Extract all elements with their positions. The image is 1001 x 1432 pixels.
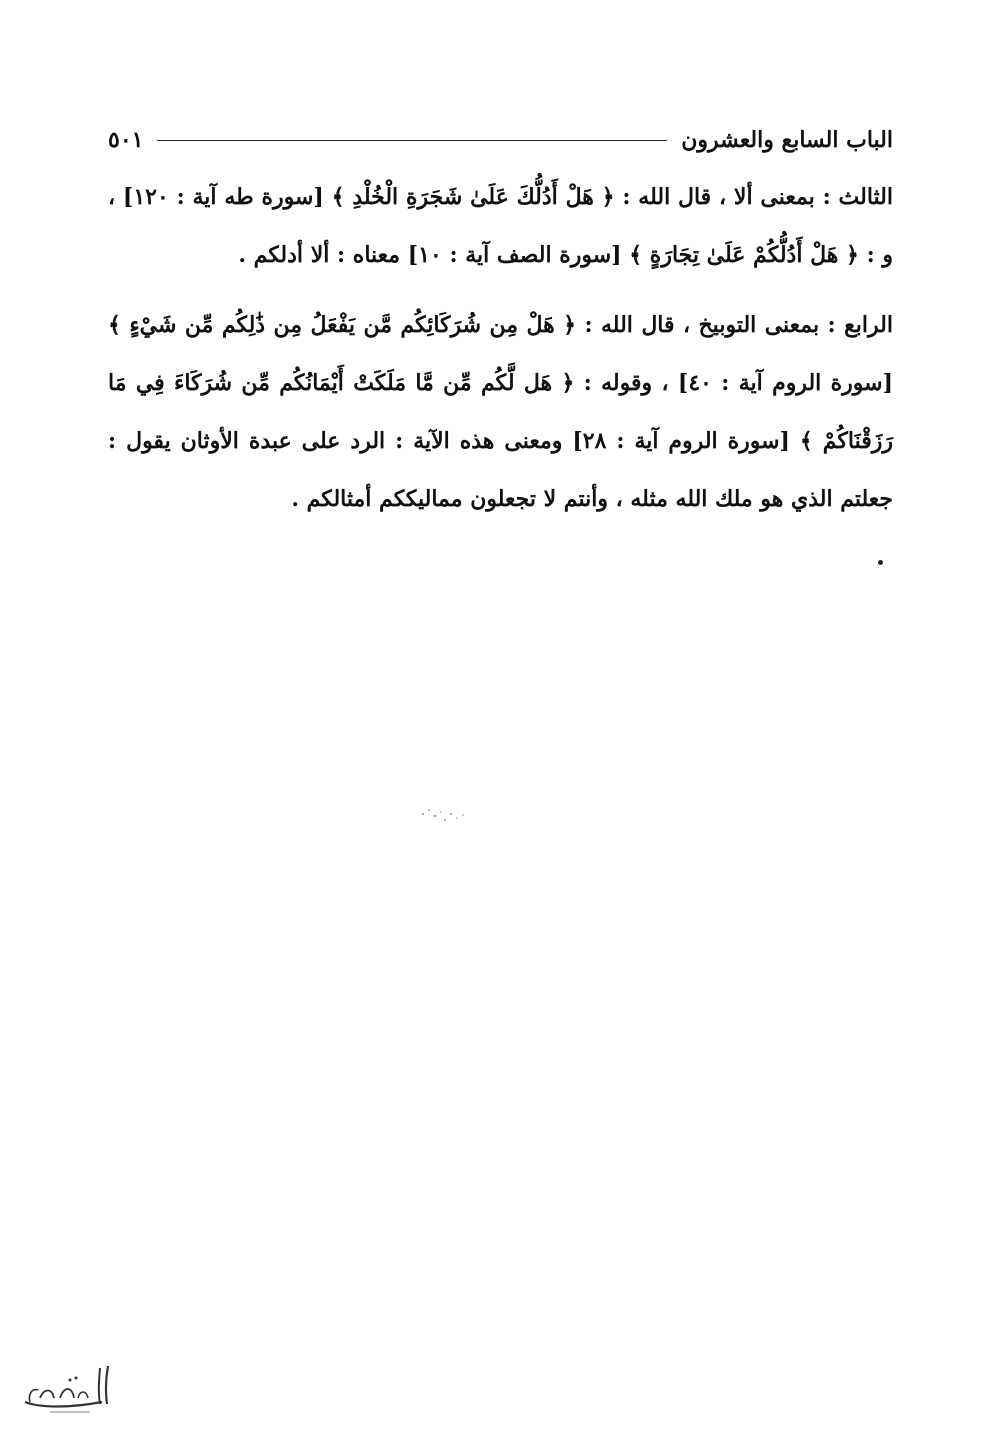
body-text bbox=[108, 168, 893, 540]
running-header bbox=[108, 122, 893, 158]
chapter-title: الباب السابع والعشرون bbox=[681, 127, 893, 153]
page-number: ٥٠١ bbox=[108, 127, 144, 153]
header-rule bbox=[157, 140, 667, 141]
stray-dot bbox=[878, 560, 883, 565]
paragraph-third-meaning: الثالث : بمعنى ألا ، قال الله : ﴿ هَلْ أَدُلُّكَ عَلَىٰ شَجَرَةِ الْخُلْدِ ﴾ [سورة طه آية : ١٢٠] ، و : ﴿ هَلْ أَدُلُّكُمْ عَلَىٰ تِجَارَةٍ ﴾ [سورة الصف آية : ١٠] معناه : ألا أدلكم . bbox=[108, 184, 893, 268]
paragraph-fourth-meaning: الرابع : بمعنى التوبيخ ، قال الله : ﴿ هَلْ مِن شُرَكَائِكُم مَّن يَفْعَلُ مِن ذَٰلِكُم مِّن شَيْءٍ ﴾ [سورة الروم آية : ٤٠] ، وقوله : ﴿ هَل لَّكُم مِّن مَّا مَلَكَتْ أَيْمَانُكُم مِّن شُرَكَاءَ فِي مَا رَزَقْنَاكُمْ ﴾ [سورة الروم آية : ٢٨] ومعنى هذه الآية : الرد على عبدة الأوثان يقول : جعلتم الذي هو ملك الله مثله ، وأنتم لا تجعلون مماليككم أمثالكم . bbox=[108, 312, 893, 512]
scan-smudge bbox=[415, 800, 475, 830]
publisher-logo bbox=[10, 1358, 120, 1418]
